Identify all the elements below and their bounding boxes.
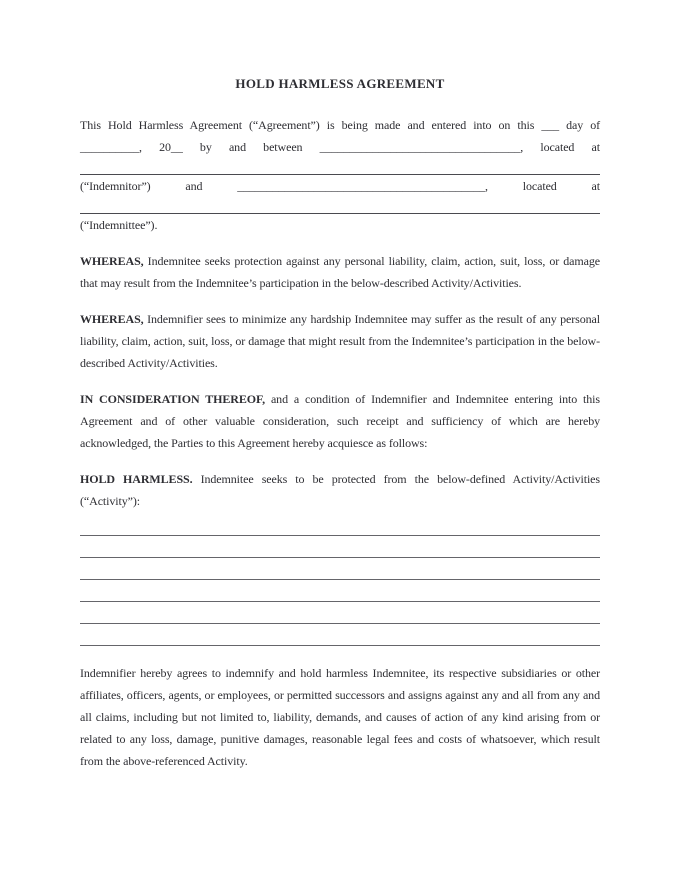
whereas-2-text: Indemnifier sees to minimize any hardship Indemnitee may suffer as the result of any personal liability, claim, action, suit, loss, or damage that might result from the Indemnitee’s participation in the below-described Activity/Activities. <box>80 312 600 370</box>
consideration-text: and a condition of Indemnifier and Indemnitee entering into this Agreement and of other valuable consideration, such receipt and sufficiency of which are hereby acknowledged, the Parties to this Agreement hereby acquiesce as follows: <box>80 392 600 450</box>
hold-harmless-text: Indemnitee seeks to be protected from the below-defined Activity/Activities (“Activity”): <box>80 472 600 508</box>
activity-blank-line-1 <box>80 514 600 536</box>
activity-blank-line-4 <box>80 580 600 602</box>
whereas-1-text: Indemnitee seeks protection against any personal liability, claim, action, suit, loss, or damage that may result from the Indemnitee’s participation in the below-described Activity/Activities. <box>80 254 600 290</box>
activity-blank-line-3 <box>80 558 600 580</box>
intro-line-1: This Hold Harmless Agreement (“Agreement”) is being made and entered into on this ___ day of <box>80 118 600 132</box>
whereas-paragraph-1 <box>80 250 600 294</box>
whereas-paragraph-2 <box>80 308 600 374</box>
intro-line-4: (“Indemnittee”). <box>80 218 158 232</box>
activity-blank-line-2 <box>80 536 600 558</box>
indemnitor-address-blank-line <box>80 158 600 175</box>
indemnittee-address-blank-line <box>80 197 600 214</box>
intro-line-3: (“Indemnitor”) and __________________________________________, located at <box>80 179 600 193</box>
activity-blank-line-6 <box>80 624 600 646</box>
document-title: HOLD HARMLESS AGREEMENT <box>235 76 445 91</box>
activity-blank-line-5 <box>80 602 600 624</box>
closing-paragraph: Indemnifier hereby agrees to indemnify and hold harmless Indemnitee, its respective subsidiaries or other affiliates, officers, agents, or employees, or permitted successors and assigns against any and all from any and all claims, including but not limited to, liability, demands, and causes of action of any kind arising from or related to any loss, damage, punitive damages, reasonable legal fees and costs of whatsoever, which result from the above-referenced Activity. <box>80 666 600 768</box>
hold-harmless-paragraph <box>80 468 600 512</box>
consideration-lead: IN CONSIDERATION THEREOF, <box>80 392 266 406</box>
consideration-paragraph <box>80 388 600 454</box>
intro-section <box>80 114 600 236</box>
intro-line-2: __________, 20__ by and between __________________________________, located at <box>80 140 600 154</box>
hold-harmless-lead: HOLD HARMLESS. <box>80 472 193 486</box>
whereas-1-lead: WHEREAS, <box>80 254 144 268</box>
whereas-2-lead: WHEREAS, <box>80 312 144 326</box>
activity-description-blank-lines <box>80 514 600 646</box>
